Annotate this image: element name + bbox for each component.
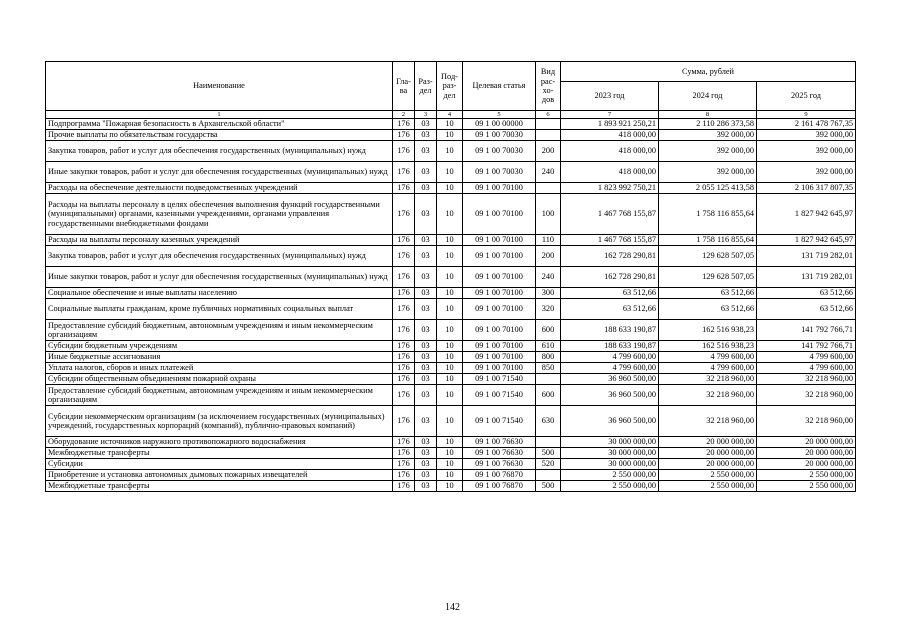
row-vid: 110 [536, 235, 561, 246]
row-sum-2023: 63 512,66 [561, 299, 659, 320]
row-name: Расходы на выплаты персоналу в целях обеспечения выполнения функций государственными (муниципальными) органами, казенными учреждениями, органами управления государственными внебюджетными фондами [46, 194, 393, 235]
table-row [46, 374, 856, 385]
row-vid [536, 119, 561, 130]
row-vid: 610 [536, 341, 561, 352]
row-razdel: 03 [415, 246, 437, 267]
row-name: Субсидии некоммерческим организациям (за исключением государственных (муниципальных) учреждений, государственных корпораций (компаний), публично-правовых компаний) [46, 406, 393, 437]
row-sum-2025: 2 550 000,00 [757, 481, 856, 492]
row-vid: 200 [536, 246, 561, 267]
row-sum-2024: 129 628 507,05 [659, 246, 757, 267]
row-name: Межбюджетные трансферты [46, 481, 393, 492]
row-glava: 176 [393, 246, 415, 267]
row-target: 09 1 00 76630 [463, 448, 536, 459]
row-name: Уплата налогов, сборов и иных платежей [46, 363, 393, 374]
row-name: Социальные выплаты гражданам, кроме публичных нормативных социальных выплат [46, 299, 393, 320]
row-sum-2024: 4 799 600,00 [659, 363, 757, 374]
row-glava: 176 [393, 194, 415, 235]
row-vid: 300 [536, 288, 561, 299]
row-glava: 176 [393, 459, 415, 470]
row-vid [536, 183, 561, 194]
row-podrazdel: 10 [437, 352, 463, 363]
header-sum: Сумма, рублей [561, 62, 856, 82]
row-podrazdel: 10 [437, 406, 463, 437]
row-razdel: 03 [415, 130, 437, 141]
row-vid: 200 [536, 141, 561, 162]
table-row [46, 459, 856, 470]
row-sum-2024: 392 000,00 [659, 162, 757, 183]
table-row [46, 299, 856, 320]
column-number: 2 [393, 111, 415, 119]
row-sum-2023: 418 000,00 [561, 162, 659, 183]
row-name: Закупка товаров, работ и услуг для обеспечения государственных (муниципальных) нужд [46, 246, 393, 267]
row-podrazdel: 10 [437, 470, 463, 481]
column-number: 5 [463, 111, 536, 119]
table-row [46, 246, 856, 267]
row-sum-2023: 36 960 500,00 [561, 385, 659, 406]
row-vid: 240 [536, 267, 561, 288]
row-razdel: 03 [415, 162, 437, 183]
row-target: 09 1 00 71540 [463, 385, 536, 406]
row-razdel: 03 [415, 437, 437, 448]
row-target: 09 1 00 71540 [463, 406, 536, 437]
row-name: Приобретение и установка автономных дымовых пожарных извещателей [46, 470, 393, 481]
row-target: 09 1 00 70100 [463, 363, 536, 374]
row-sum-2023: 2 550 000,00 [561, 470, 659, 481]
table-row [46, 470, 856, 481]
row-sum-2025: 32 218 960,00 [757, 385, 856, 406]
row-podrazdel: 10 [437, 267, 463, 288]
row-razdel: 03 [415, 119, 437, 130]
row-sum-2023: 188 633 190,87 [561, 341, 659, 352]
row-sum-2023: 4 799 600,00 [561, 352, 659, 363]
row-vid: 240 [536, 162, 561, 183]
table-row [46, 448, 856, 459]
row-podrazdel: 10 [437, 194, 463, 235]
table-row [46, 385, 856, 406]
column-number: 6 [536, 111, 561, 119]
row-name: Расходы на обеспечение деятельности подведомственных учреждений [46, 183, 393, 194]
row-sum-2024: 162 516 938,23 [659, 341, 757, 352]
column-number: 1 [46, 111, 393, 119]
row-glava: 176 [393, 162, 415, 183]
header-glava: Гла-ва [393, 62, 415, 111]
row-razdel: 03 [415, 288, 437, 299]
column-number: 9 [757, 111, 856, 119]
row-sum-2024: 2 055 125 413,58 [659, 183, 757, 194]
row-sum-2023: 2 550 000,00 [561, 481, 659, 492]
row-razdel: 03 [415, 183, 437, 194]
row-target: 09 1 00 71540 [463, 374, 536, 385]
row-sum-2023: 162 728 290,81 [561, 267, 659, 288]
table-row [46, 341, 856, 352]
row-sum-2024: 32 218 960,00 [659, 406, 757, 437]
row-name: Субсидии общественным объединениям пожарной охраны [46, 374, 393, 385]
row-glava: 176 [393, 267, 415, 288]
row-vid [536, 374, 561, 385]
row-razdel: 03 [415, 320, 437, 341]
row-sum-2025: 4 799 600,00 [757, 363, 856, 374]
row-podrazdel: 10 [437, 437, 463, 448]
row-glava: 176 [393, 183, 415, 194]
row-razdel: 03 [415, 352, 437, 363]
table-row [46, 162, 856, 183]
row-sum-2024: 1 758 116 855,64 [659, 235, 757, 246]
row-razdel: 03 [415, 235, 437, 246]
header-year-2023: 2023 год [561, 82, 659, 111]
table-row [46, 194, 856, 235]
row-razdel: 03 [415, 459, 437, 470]
row-target: 09 1 00 76630 [463, 459, 536, 470]
row-glava: 176 [393, 288, 415, 299]
header-vid: Вид рас-хо-дов [536, 62, 561, 111]
row-name: Закупка товаров, работ и услуг для обеспечения государственных (муниципальных) нужд [46, 141, 393, 162]
row-name: Подпрограмма "Пожарная безопасность в Архангельской области" [46, 119, 393, 130]
row-sum-2023: 63 512,66 [561, 288, 659, 299]
row-podrazdel: 10 [437, 299, 463, 320]
table-row [46, 363, 856, 374]
header-target: Целевая статья [463, 62, 536, 111]
row-sum-2025: 1 827 942 645,97 [757, 235, 856, 246]
row-razdel: 03 [415, 141, 437, 162]
row-vid: 850 [536, 363, 561, 374]
row-sum-2025: 63 512,66 [757, 288, 856, 299]
column-number: 7 [561, 111, 659, 119]
row-target: 09 1 00 00000 [463, 119, 536, 130]
row-target: 09 1 00 76870 [463, 481, 536, 492]
column-number: 8 [659, 111, 757, 119]
row-sum-2025: 392 000,00 [757, 130, 856, 141]
header-year-2024: 2024 год [659, 82, 757, 111]
row-target: 09 1 00 70030 [463, 162, 536, 183]
row-glava: 176 [393, 481, 415, 492]
row-podrazdel: 10 [437, 246, 463, 267]
header-razdel: Раз-дел [415, 62, 437, 111]
row-name: Субсидии [46, 459, 393, 470]
row-sum-2024: 20 000 000,00 [659, 448, 757, 459]
table-row [46, 119, 856, 130]
table-row [46, 183, 856, 194]
column-number: 4 [437, 111, 463, 119]
row-sum-2023: 162 728 290,81 [561, 246, 659, 267]
row-name: Иные бюджетные ассигнования [46, 352, 393, 363]
row-razdel: 03 [415, 481, 437, 492]
row-sum-2024: 129 628 507,05 [659, 267, 757, 288]
row-razdel: 03 [415, 267, 437, 288]
row-target: 09 1 00 76870 [463, 470, 536, 481]
row-target: 09 1 00 70100 [463, 341, 536, 352]
row-sum-2025: 2 161 478 767,35 [757, 119, 856, 130]
table-row [46, 481, 856, 492]
row-sum-2025: 392 000,00 [757, 162, 856, 183]
row-sum-2023: 188 633 190,87 [561, 320, 659, 341]
row-podrazdel: 10 [437, 183, 463, 194]
row-vid [536, 437, 561, 448]
row-podrazdel: 10 [437, 363, 463, 374]
row-vid: 520 [536, 459, 561, 470]
row-podrazdel: 10 [437, 320, 463, 341]
row-target: 09 1 00 70100 [463, 246, 536, 267]
row-razdel: 03 [415, 470, 437, 481]
row-sum-2025: 20 000 000,00 [757, 448, 856, 459]
row-razdel: 03 [415, 385, 437, 406]
row-name: Межбюджетные трансферты [46, 448, 393, 459]
row-sum-2023: 36 960 500,00 [561, 374, 659, 385]
row-sum-2025: 20 000 000,00 [757, 459, 856, 470]
row-vid: 320 [536, 299, 561, 320]
table-row [46, 267, 856, 288]
row-name: Иные закупки товаров, работ и услуг для обеспечения государственных (муниципальных) нужд [46, 267, 393, 288]
row-sum-2024: 63 512,66 [659, 299, 757, 320]
row-sum-2023: 30 000 000,00 [561, 437, 659, 448]
row-target: 09 1 00 70030 [463, 141, 536, 162]
row-glava: 176 [393, 141, 415, 162]
row-glava: 176 [393, 320, 415, 341]
row-glava: 176 [393, 374, 415, 385]
row-podrazdel: 10 [437, 374, 463, 385]
row-sum-2025: 2 550 000,00 [757, 470, 856, 481]
row-sum-2024: 20 000 000,00 [659, 459, 757, 470]
row-glava: 176 [393, 448, 415, 459]
row-razdel: 03 [415, 194, 437, 235]
header-year-2025: 2025 год [757, 82, 856, 111]
row-podrazdel: 10 [437, 481, 463, 492]
row-glava: 176 [393, 235, 415, 246]
row-sum-2023: 36 960 500,00 [561, 406, 659, 437]
header-name: Наименование [46, 62, 393, 111]
row-sum-2025: 20 000 000,00 [757, 437, 856, 448]
row-sum-2024: 2 550 000,00 [659, 470, 757, 481]
row-podrazdel: 10 [437, 119, 463, 130]
row-sum-2025: 141 792 766,71 [757, 320, 856, 341]
row-glava: 176 [393, 119, 415, 130]
column-number: 3 [415, 111, 437, 119]
row-glava: 176 [393, 299, 415, 320]
table-row [46, 235, 856, 246]
budget-table [45, 61, 856, 492]
row-sum-2023: 30 000 000,00 [561, 459, 659, 470]
row-vid: 500 [536, 481, 561, 492]
row-sum-2023: 4 799 600,00 [561, 363, 659, 374]
row-target: 09 1 00 70100 [463, 183, 536, 194]
row-sum-2023: 418 000,00 [561, 130, 659, 141]
row-vid: 600 [536, 385, 561, 406]
table-row [46, 406, 856, 437]
row-name: Предоставление субсидий бюджетным, автономным учреждениям и иным некоммерческим организациям [46, 320, 393, 341]
row-podrazdel: 10 [437, 235, 463, 246]
row-glava: 176 [393, 470, 415, 481]
row-target: 09 1 00 70100 [463, 352, 536, 363]
row-name: Иные закупки товаров, работ и услуг для обеспечения государственных (муниципальных) нужд [46, 162, 393, 183]
table-row [46, 130, 856, 141]
row-target: 09 1 00 76630 [463, 437, 536, 448]
row-target: 09 1 00 70100 [463, 299, 536, 320]
row-vid: 500 [536, 448, 561, 459]
row-podrazdel: 10 [437, 341, 463, 352]
row-target: 09 1 00 70100 [463, 267, 536, 288]
row-razdel: 03 [415, 448, 437, 459]
row-sum-2023: 30 000 000,00 [561, 448, 659, 459]
table-body [46, 119, 856, 492]
row-target: 09 1 00 70100 [463, 288, 536, 299]
row-glava: 176 [393, 352, 415, 363]
row-sum-2024: 392 000,00 [659, 141, 757, 162]
row-vid [536, 130, 561, 141]
row-vid: 600 [536, 320, 561, 341]
header-podrazdel: Под-раз-дел [437, 62, 463, 111]
row-sum-2025: 2 106 317 807,35 [757, 183, 856, 194]
row-target: 09 1 00 70030 [463, 130, 536, 141]
row-razdel: 03 [415, 374, 437, 385]
row-sum-2023: 418 000,00 [561, 141, 659, 162]
row-sum-2024: 392 000,00 [659, 130, 757, 141]
row-razdel: 03 [415, 341, 437, 352]
row-podrazdel: 10 [437, 141, 463, 162]
row-podrazdel: 10 [437, 448, 463, 459]
row-sum-2025: 392 000,00 [757, 141, 856, 162]
row-sum-2024: 20 000 000,00 [659, 437, 757, 448]
row-sum-2023: 1 467 768 155,87 [561, 194, 659, 235]
row-sum-2025: 4 799 600,00 [757, 352, 856, 363]
column-number-row [46, 111, 856, 119]
row-glava: 176 [393, 406, 415, 437]
row-name: Субсидии бюджетным учреждениям [46, 341, 393, 352]
table-row [46, 141, 856, 162]
row-name: Оборудование источников наружного противопожарного водоснабжения [46, 437, 393, 448]
table-row [46, 352, 856, 363]
row-glava: 176 [393, 341, 415, 352]
row-sum-2024: 2 550 000,00 [659, 481, 757, 492]
row-sum-2024: 32 218 960,00 [659, 385, 757, 406]
row-target: 09 1 00 70100 [463, 235, 536, 246]
row-glava: 176 [393, 437, 415, 448]
row-razdel: 03 [415, 406, 437, 437]
row-sum-2025: 141 792 766,71 [757, 341, 856, 352]
row-sum-2025: 63 512,66 [757, 299, 856, 320]
row-name: Социальное обеспечение и иные выплаты населению [46, 288, 393, 299]
row-sum-2024: 2 110 286 373,58 [659, 119, 757, 130]
row-podrazdel: 10 [437, 162, 463, 183]
page-number: 142 [445, 602, 460, 613]
row-name: Прочие выплаты по обязательствам государства [46, 130, 393, 141]
table-row [46, 288, 856, 299]
row-sum-2025: 131 719 282,01 [757, 267, 856, 288]
row-sum-2023: 1 467 768 155,87 [561, 235, 659, 246]
row-target: 09 1 00 70100 [463, 320, 536, 341]
row-vid: 800 [536, 352, 561, 363]
row-vid: 100 [536, 194, 561, 235]
row-sum-2024: 4 799 600,00 [659, 352, 757, 363]
row-sum-2024: 1 758 116 855,64 [659, 194, 757, 235]
row-sum-2024: 32 218 960,00 [659, 374, 757, 385]
row-sum-2025: 1 827 942 645,97 [757, 194, 856, 235]
row-vid: 630 [536, 406, 561, 437]
table-row [46, 320, 856, 341]
row-podrazdel: 10 [437, 288, 463, 299]
row-razdel: 03 [415, 363, 437, 374]
row-podrazdel: 10 [437, 385, 463, 406]
row-podrazdel: 10 [437, 130, 463, 141]
row-sum-2024: 63 512,66 [659, 288, 757, 299]
row-target: 09 1 00 70100 [463, 194, 536, 235]
table-row [46, 437, 856, 448]
row-name: Предоставление субсидий бюджетным, автономным учреждениям и иным некоммерческим организациям [46, 385, 393, 406]
row-sum-2023: 1 893 921 250,21 [561, 119, 659, 130]
row-razdel: 03 [415, 299, 437, 320]
row-sum-2025: 32 218 960,00 [757, 374, 856, 385]
row-glava: 176 [393, 130, 415, 141]
row-sum-2025: 131 719 282,01 [757, 246, 856, 267]
row-sum-2025: 32 218 960,00 [757, 406, 856, 437]
row-name: Расходы на выплаты персоналу казенных учреждений [46, 235, 393, 246]
row-sum-2024: 162 516 938,23 [659, 320, 757, 341]
row-vid [536, 470, 561, 481]
row-sum-2023: 1 823 992 750,21 [561, 183, 659, 194]
row-podrazdel: 10 [437, 459, 463, 470]
row-glava: 176 [393, 385, 415, 406]
row-glava: 176 [393, 363, 415, 374]
